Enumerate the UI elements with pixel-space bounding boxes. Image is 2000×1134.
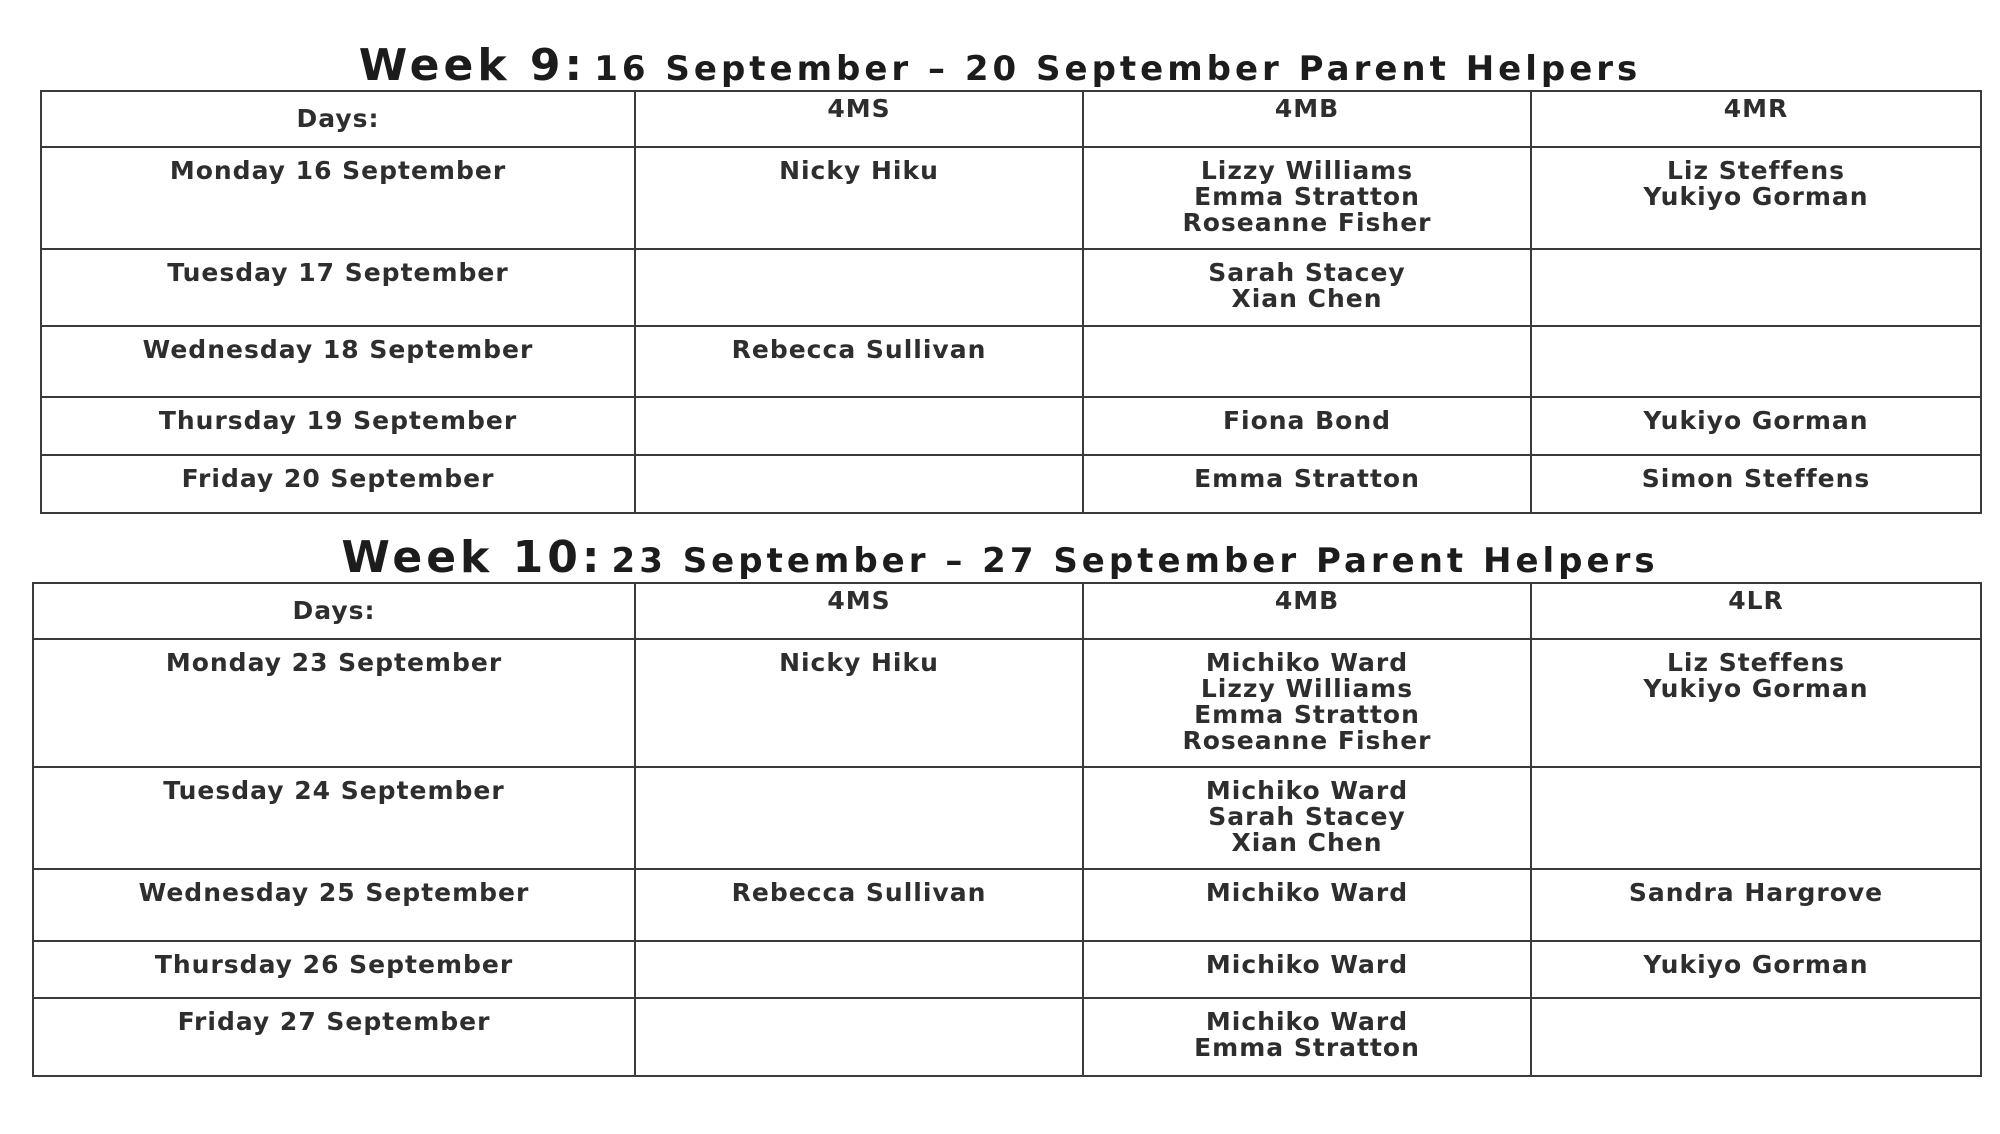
table-row bbox=[41, 397, 1981, 455]
week-9-title bbox=[0, 40, 2000, 91]
helper-name: Rebecca Sullivan bbox=[731, 878, 987, 907]
helper-name: Nicky Hiku bbox=[779, 648, 939, 677]
table-row bbox=[33, 767, 1981, 869]
table-row bbox=[41, 455, 1981, 513]
helpers-cell-class-2 bbox=[1083, 639, 1531, 767]
helpers-cell-class-1 bbox=[635, 455, 1083, 513]
column-header-class-3: 4LR bbox=[1531, 583, 1981, 639]
day-cell: Tuesday 17 September bbox=[41, 249, 635, 326]
table-row bbox=[41, 147, 1981, 249]
helper-name: Sandra Hargrove bbox=[1628, 878, 1884, 907]
helper-name: Emma Stratton bbox=[1194, 700, 1420, 729]
helpers-cell-class-1 bbox=[635, 998, 1083, 1076]
helpers-cell-class-2 bbox=[1083, 397, 1531, 455]
helper-name: Lizzy Williams bbox=[1200, 156, 1414, 185]
helper-name: Yukiyo Gorman bbox=[1643, 950, 1869, 979]
week-10-roster-table bbox=[32, 582, 1982, 1077]
day-cell: Wednesday 18 September bbox=[41, 326, 635, 397]
helpers-cell-class-1 bbox=[635, 941, 1083, 998]
helper-name: Emma Stratton bbox=[1194, 182, 1420, 211]
helper-name: Michiko Ward bbox=[1205, 950, 1409, 979]
column-header-class-3: 4MR bbox=[1531, 91, 1981, 147]
header-row bbox=[41, 91, 1981, 147]
week-10-title bbox=[0, 532, 2000, 583]
day-cell: Friday 20 September bbox=[41, 455, 635, 513]
helper-name: Nicky Hiku bbox=[779, 156, 939, 185]
table-row bbox=[33, 869, 1981, 941]
column-header-class-2: 4MB bbox=[1083, 91, 1531, 147]
week-label: Week 9: bbox=[358, 40, 587, 91]
helpers-cell-class-2 bbox=[1083, 767, 1531, 869]
table-row bbox=[41, 326, 1981, 397]
helper-name: Michiko Ward bbox=[1205, 878, 1409, 907]
helper-name: Michiko Ward bbox=[1205, 648, 1409, 677]
helper-name: Sarah Stacey bbox=[1208, 258, 1406, 287]
helpers-cell-class-2 bbox=[1083, 455, 1531, 513]
day-cell: Wednesday 25 September bbox=[33, 869, 635, 941]
helper-name: Rebecca Sullivan bbox=[731, 335, 987, 364]
helper-name: Xian Chen bbox=[1231, 284, 1383, 313]
helper-name: Yukiyo Gorman bbox=[1643, 406, 1869, 435]
helpers-cell-class-1 bbox=[635, 639, 1083, 767]
helpers-cell-class-2 bbox=[1083, 249, 1531, 326]
table-row bbox=[33, 639, 1981, 767]
week-label: Week 10: bbox=[341, 532, 604, 583]
week-range: 16 September – 20 September Parent Helpers bbox=[594, 49, 1642, 89]
helper-name: Liz Steffens bbox=[1666, 648, 1846, 677]
helper-name: Liz Steffens bbox=[1666, 156, 1846, 185]
helper-name: Roseanne Fisher bbox=[1182, 208, 1432, 237]
helpers-cell-class-3 bbox=[1531, 869, 1981, 941]
table-row bbox=[33, 998, 1981, 1076]
week-9-roster-table bbox=[40, 90, 1982, 514]
helper-name: Michiko Ward bbox=[1205, 1007, 1409, 1036]
week-range: 23 September – 27 September Parent Helpers bbox=[611, 541, 1659, 581]
helper-name: Michiko Ward bbox=[1205, 776, 1409, 805]
day-cell: Thursday 26 September bbox=[33, 941, 635, 998]
helpers-cell-class-1 bbox=[635, 249, 1083, 326]
helper-name: Emma Stratton bbox=[1194, 1033, 1420, 1062]
helpers-cell-class-1 bbox=[635, 869, 1083, 941]
helpers-cell-class-2 bbox=[1083, 941, 1531, 998]
helpers-cell-class-3 bbox=[1531, 941, 1981, 998]
helpers-cell-class-3 bbox=[1531, 998, 1981, 1076]
helpers-cell-class-2 bbox=[1083, 869, 1531, 941]
helper-name: Xian Chen bbox=[1231, 828, 1383, 857]
helper-name: Yukiyo Gorman bbox=[1643, 674, 1869, 703]
helper-name: Fiona Bond bbox=[1222, 406, 1392, 435]
helpers-cell-class-2 bbox=[1083, 326, 1531, 397]
helpers-cell-class-3 bbox=[1531, 639, 1981, 767]
helpers-cell-class-1 bbox=[635, 767, 1083, 869]
day-cell: Friday 27 September bbox=[33, 998, 635, 1076]
helper-name: Roseanne Fisher bbox=[1182, 726, 1432, 755]
header-row bbox=[33, 583, 1981, 639]
table-row bbox=[41, 249, 1981, 326]
helper-name: Lizzy Williams bbox=[1200, 674, 1414, 703]
column-header-class-1: 4MS bbox=[635, 583, 1083, 639]
table-row bbox=[33, 941, 1981, 998]
helper-name: Emma Stratton bbox=[1194, 464, 1420, 493]
column-header-days: Days: bbox=[41, 91, 635, 147]
helpers-cell-class-3 bbox=[1531, 147, 1981, 249]
helpers-cell-class-1 bbox=[635, 397, 1083, 455]
column-header-class-2: 4MB bbox=[1083, 583, 1531, 639]
day-cell: Monday 23 September bbox=[33, 639, 635, 767]
helpers-cell-class-3 bbox=[1531, 767, 1981, 869]
helpers-cell-class-3 bbox=[1531, 249, 1981, 326]
helpers-cell-class-3 bbox=[1531, 326, 1981, 397]
helpers-cell-class-1 bbox=[635, 326, 1083, 397]
helpers-cell-class-3 bbox=[1531, 455, 1981, 513]
helper-name: Yukiyo Gorman bbox=[1643, 182, 1869, 211]
day-cell: Thursday 19 September bbox=[41, 397, 635, 455]
helpers-cell-class-1 bbox=[635, 147, 1083, 249]
helpers-cell-class-2 bbox=[1083, 147, 1531, 249]
column-header-days: Days: bbox=[33, 583, 635, 639]
day-cell: Monday 16 September bbox=[41, 147, 635, 249]
helpers-cell-class-3 bbox=[1531, 397, 1981, 455]
column-header-class-1: 4MS bbox=[635, 91, 1083, 147]
helpers-cell-class-2 bbox=[1083, 998, 1531, 1076]
helper-name: Sarah Stacey bbox=[1208, 802, 1406, 831]
day-cell: Tuesday 24 September bbox=[33, 767, 635, 869]
helper-name: Simon Steffens bbox=[1641, 464, 1871, 493]
